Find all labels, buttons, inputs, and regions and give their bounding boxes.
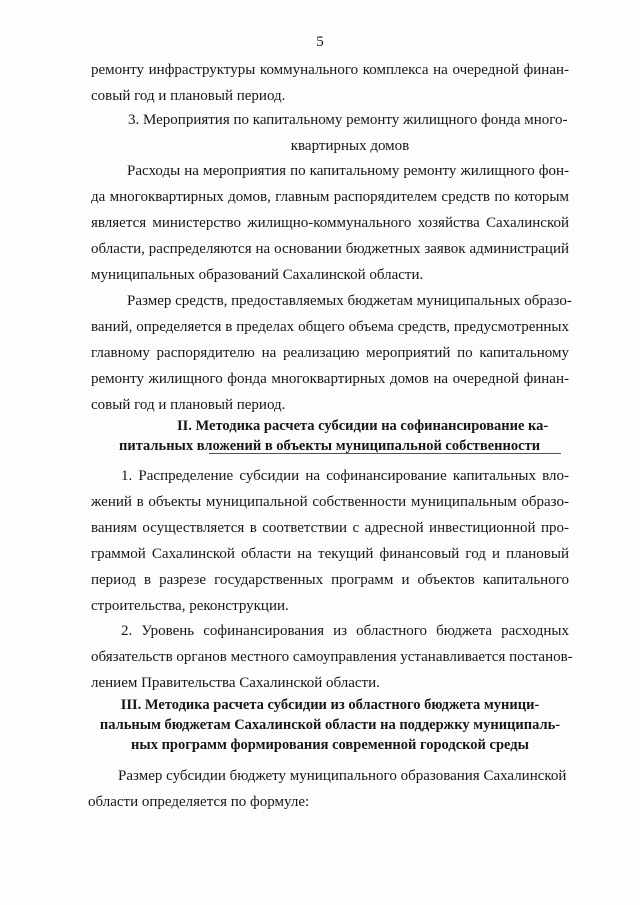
section-3-heading xyxy=(128,107,568,133)
text-line: области, распределяются на основании бюджетных заявок администраций xyxy=(91,241,569,257)
text-line: ремонту жилищного фонда многоквартирных домов на очередной финан- xyxy=(91,371,569,387)
text-line: области определяется по формуле: xyxy=(88,794,310,810)
text-line: главному распорядителю на реализацию мероприятий по капитальному xyxy=(91,345,569,361)
text-line: является министерство жилищно-коммунального хозяйства Сахалинской xyxy=(91,215,569,231)
paragraph-intro xyxy=(91,57,569,109)
page-number: 5 xyxy=(316,34,324,50)
heading-line: питальных вложений в объекты муниципальной собственности xyxy=(91,436,569,456)
paragraph-s3-1 xyxy=(91,158,569,288)
text-line: жений в объекты муниципальной собственности муниципальным образо- xyxy=(91,494,569,510)
heading-line: III. Методика расчета субсидии из областного бюджета муници- xyxy=(120,697,540,713)
section-3-heading-cont xyxy=(91,133,569,159)
paragraph-iii-1 xyxy=(88,763,567,815)
text-line: 2. Уровень софинансирования из областного бюджета расходных xyxy=(121,623,569,639)
heading-line: квартирных домов xyxy=(290,138,410,154)
heading-line: пальным бюджетам Сахалинской области на поддержку муниципаль- xyxy=(99,717,561,733)
paragraph-ii-2 xyxy=(91,618,573,696)
text-line: обязательств органов местного самоуправления устанавливается постанов- xyxy=(91,649,573,665)
text-line: строительства, реконструкции. xyxy=(91,598,289,614)
text-line: Размер средств, предоставляемых бюджетам муниципальных образо- xyxy=(127,293,572,309)
text-line: лением Правительства Сахалинской области. xyxy=(91,675,380,691)
section-iii-heading xyxy=(88,695,572,755)
text-line: ремонту инфраструктуры коммунального комплекса на очередной финан- xyxy=(91,62,569,78)
text-line: да многоквартирных домов, главным распорядителем средств по которым xyxy=(91,189,569,205)
paragraph-ii-1 xyxy=(91,463,569,619)
text-line: Размер субсидии бюджету муниципального образования Сахалинской xyxy=(118,768,567,784)
text-line: совый год и плановый период. xyxy=(91,88,286,104)
paragraph-s3-2 xyxy=(91,288,572,418)
text-line: ваний, определяется в пределах общего объема средств, предусмотренных xyxy=(91,319,569,335)
heading-line: 3. Мероприятия по капитальному ремонту жилищного фонда много- xyxy=(128,112,568,128)
text-line: муниципальных образований Сахалинской области. xyxy=(91,267,424,283)
text-line: 1. Распределение субсидии на софинансирование капитальных вло- xyxy=(121,468,569,484)
text-line: граммой Сахалинской области на текущий финансовый год и плановый xyxy=(91,546,569,562)
section-ii-heading xyxy=(91,416,569,456)
heading-line: II. Методика расчета субсидии на софинансирование ка- xyxy=(177,418,549,434)
text-line: Расходы на мероприятия по капитальному ремонту жилищного фон- xyxy=(127,163,569,179)
text-line: совый год и плановый период. xyxy=(91,397,286,413)
text-line: период в разрезе государственных программ и объектов капитального xyxy=(91,572,569,588)
text-line: ваниям осуществляется в соответствии с адресной инвестиционной про- xyxy=(91,520,569,536)
heading-line: ных программ формирования современной городской среды xyxy=(131,737,529,753)
